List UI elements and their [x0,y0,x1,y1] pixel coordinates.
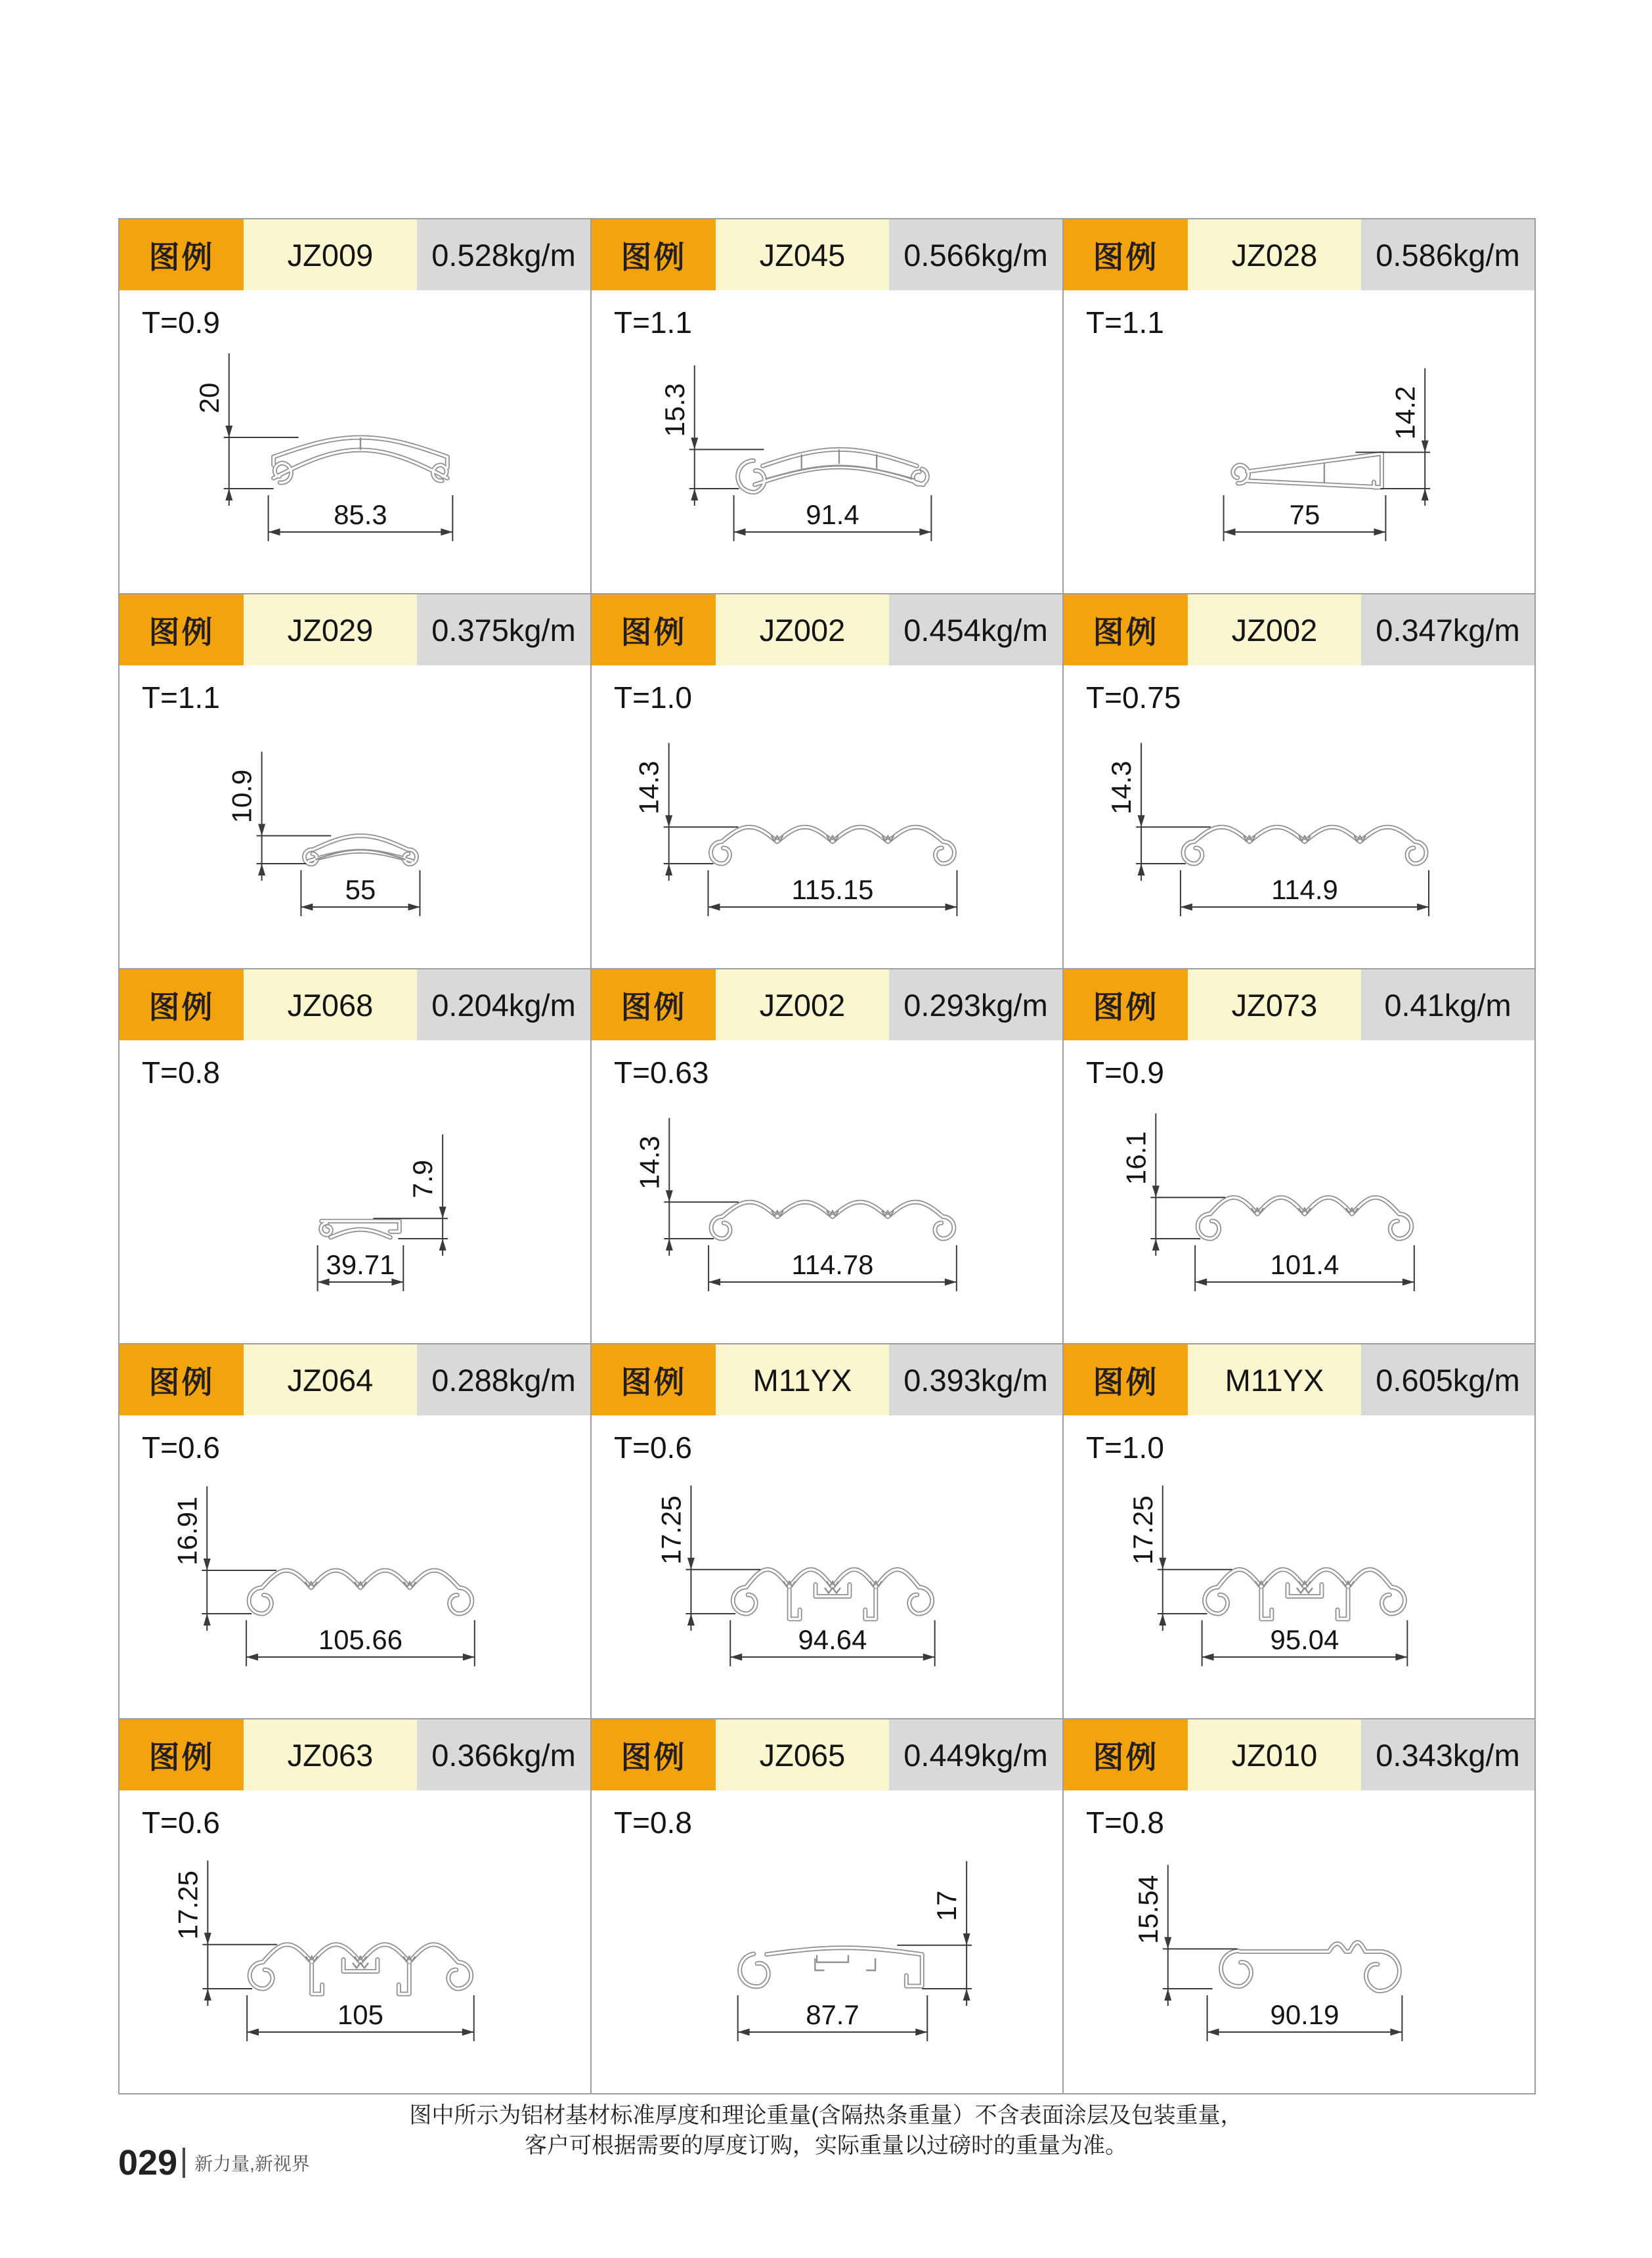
profile-cell [120,594,592,969]
thickness-label: T=0.63 [614,1055,709,1090]
legend-label: 图例 [120,969,244,1040]
profile-weight: 0.293kg/m [889,969,1062,1040]
svg-text:94.64: 94.64 [798,1624,867,1656]
profile-code: JZ002 [716,594,889,665]
profile-drawing [592,665,1062,969]
profile-code: JZ002 [716,969,889,1040]
svg-text:101.4: 101.4 [1270,1249,1339,1281]
profile-drawing [592,1415,1062,1719]
width-dimension [1224,495,1386,541]
width-dimension [708,870,957,916]
profile-cell-body [592,1790,1062,2094]
profile-cell-body [592,1040,1062,1344]
legend-label: 图例 [592,219,716,290]
profile-cell-header [1064,969,1534,1040]
page-footer [118,2142,310,2183]
thickness-label: T=0.6 [142,1430,220,1465]
legend-label: 图例 [592,1719,716,1790]
profile-cell-header [592,1719,1062,1790]
thickness-label: T=1.0 [1086,1430,1164,1465]
width-dimension [318,1245,404,1291]
profile-cell-body [120,290,590,594]
width-dimension [246,1620,475,1666]
profile-cell [592,969,1064,1344]
profile-cell-header [592,969,1062,1040]
footnote-line2: 客户可根据需要的厚度订购，实际重量以过磅时的重量为准。 [525,2133,1127,2158]
profile-outline [738,449,928,492]
width-dimension [738,1995,928,2041]
svg-text:10.9: 10.9 [226,769,257,824]
thickness-label: T=0.6 [142,1805,220,1840]
profile-weight: 0.566kg/m [889,219,1062,290]
profile-weight: 0.449kg/m [889,1719,1062,1790]
profile-drawing [1064,290,1534,594]
height-dimension [634,743,739,881]
width-dimension [1207,1995,1402,2041]
profile-outline [1233,454,1382,487]
thickness-label: T=1.1 [614,305,692,340]
profile-cell-body [120,665,590,969]
svg-text:17.25: 17.25 [172,1871,204,1940]
svg-text:114.78: 114.78 [791,1249,874,1281]
profile-cell-header [592,594,1062,665]
profile-cell-header [1064,1719,1534,1790]
height-dimension [1127,1486,1232,1631]
profile-code: JZ063 [244,1719,417,1790]
profile-cell [1064,594,1536,969]
profile-outline [711,1202,954,1239]
profile-cell [1064,969,1536,1344]
profile-drawing [120,1790,590,2094]
profile-code: JZ073 [1188,969,1361,1040]
profile-cell-header [120,969,590,1040]
profile-drawing [1064,1040,1534,1344]
svg-text:114.9: 114.9 [1271,874,1338,906]
svg-text:16.91: 16.91 [171,1496,203,1566]
height-dimension [171,1486,276,1631]
profile-cell [1064,1719,1536,2094]
height-dimension [656,1486,761,1631]
profile-code: M11YX [1188,1344,1361,1415]
height-dimension [1133,1865,1238,2006]
profile-outline [1183,827,1426,864]
legend-label: 图例 [120,1344,244,1415]
profile-outline [274,437,448,483]
legend-label: 图例 [1064,594,1188,665]
profile-weight: 0.204kg/m [417,969,590,1040]
profile-cell [592,1719,1064,2094]
thickness-label: T=0.9 [142,305,220,340]
profile-cell-header [592,1344,1062,1415]
svg-text:55: 55 [345,874,376,906]
thickness-label: T=0.8 [614,1805,692,1840]
profile-cell-header [120,219,590,290]
svg-text:17.25: 17.25 [1127,1495,1158,1565]
width-dimension [708,1245,957,1291]
width-dimension [301,870,420,916]
profile-weight: 0.347kg/m [1361,594,1534,665]
profile-drawing [1064,665,1534,969]
profile-weight: 0.343kg/m [1361,1719,1534,1790]
profile-outline [710,827,954,864]
thickness-label: T=1.0 [614,680,692,715]
height-dimension [172,1861,277,2006]
profile-drawing [120,290,590,594]
profile-code: JZ068 [244,969,417,1040]
profile-outline [250,1945,471,1994]
page-tagline: 新力量,新视界 [194,2154,310,2174]
profile-table [118,218,1536,2094]
height-dimension [659,365,764,506]
svg-text:14.3: 14.3 [1106,761,1137,815]
svg-text:17.25: 17.25 [655,1495,687,1565]
svg-text:15.3: 15.3 [659,383,690,437]
legend-label: 图例 [120,594,244,665]
profile-outline [1221,1942,1400,1991]
profile-outline [733,1570,932,1619]
profile-weight: 0.375kg/m [417,594,590,665]
profile-outline [249,1570,472,1614]
svg-text:75: 75 [1289,498,1320,531]
profile-drawing [592,1790,1062,2094]
profile-cell-body [1064,1415,1534,1719]
profile-cell [592,594,1064,969]
profile-weight: 0.393kg/m [889,1344,1062,1415]
legend-label: 图例 [120,1719,244,1790]
profile-cell-body [592,1415,1062,1719]
svg-text:105: 105 [337,1999,383,2031]
width-dimension [269,495,453,541]
profile-drawing [592,1040,1062,1344]
svg-text:105.66: 105.66 [318,1624,403,1656]
profile-weight: 0.288kg/m [417,1344,590,1415]
profile-code: M11YX [716,1344,889,1415]
width-dimension [247,1995,474,2041]
profile-cell-header [120,594,590,665]
profile-outline [740,1948,923,1987]
profile-cell-header [592,219,1062,290]
svg-text:16.1: 16.1 [1120,1131,1152,1185]
profile-cell-header [1064,594,1534,665]
profile-code: JZ045 [716,219,889,290]
profile-code: JZ065 [716,1719,889,1790]
legend-label: 图例 [1064,219,1188,290]
profile-cell-header [1064,219,1534,290]
profile-code: JZ028 [1188,219,1361,290]
profile-drawing [1064,1415,1534,1719]
legend-label: 图例 [592,969,716,1040]
thickness-label: T=0.9 [1086,1055,1164,1090]
profile-cell-body [592,290,1062,594]
svg-text:17: 17 [931,1890,963,1922]
profile-cell [1064,1344,1536,1719]
profile-cell [120,1719,592,2094]
svg-text:91.4: 91.4 [806,498,859,531]
profile-drawing [120,665,590,969]
svg-text:14.3: 14.3 [633,761,664,815]
height-dimension [373,1134,448,1256]
width-dimension [1195,1245,1414,1291]
profile-cell-body [592,665,1062,969]
height-dimension [1106,743,1211,881]
footer-divider [183,2148,185,2178]
profile-outline [1198,1197,1412,1239]
profile-cell-header [120,1719,590,1790]
thickness-label: T=0.75 [1086,680,1181,715]
svg-text:90.19: 90.19 [1270,1999,1339,2031]
profile-weight: 0.454kg/m [889,594,1062,665]
profile-cell-header [1064,1344,1534,1415]
svg-text:20: 20 [193,382,225,414]
page-number: 029 [118,2143,178,2182]
profile-cell-body [1064,1790,1534,2094]
profile-weight: 0.41kg/m [1361,969,1534,1040]
width-dimension [1181,870,1429,916]
profile-outline [321,1221,400,1237]
width-dimension [734,495,932,541]
svg-text:15.54: 15.54 [1132,1874,1163,1944]
thickness-label: T=0.6 [614,1430,692,1465]
profile-cell [120,219,592,594]
footnote-line1: 图中所示为铝材基材标准厚度和理论重量(含隔热条重量）不含表面涂层及包装重量， [409,2103,1243,2128]
profile-weight: 0.586kg/m [1361,219,1534,290]
profile-drawing [120,1040,590,1344]
profile-cell-body [1064,290,1534,594]
profile-drawing [592,290,1062,594]
height-dimension [634,1118,739,1256]
legend-label: 图例 [1064,969,1188,1040]
profile-cell [120,969,592,1344]
legend-label: 图例 [1064,1344,1188,1415]
profile-cell-body [120,1790,590,2094]
profile-cell-body [1064,1040,1534,1344]
legend-label: 图例 [592,1344,716,1415]
profile-code: JZ029 [244,594,417,665]
svg-text:7.9: 7.9 [407,1159,439,1199]
thickness-label: T=1.1 [1086,305,1164,340]
svg-text:14.2: 14.2 [1389,386,1421,440]
svg-text:115.15: 115.15 [791,874,874,906]
svg-text:95.04: 95.04 [1270,1624,1339,1656]
profile-outline [1205,1570,1405,1619]
profile-weight: 0.528kg/m [417,219,590,290]
thickness-label: T=0.8 [1086,1805,1164,1840]
profile-code: JZ064 [244,1344,417,1415]
svg-text:14.3: 14.3 [634,1136,665,1190]
height-dimension [1120,1113,1225,1256]
width-dimension [730,1620,934,1666]
svg-text:87.7: 87.7 [806,1999,859,2031]
legend-label: 图例 [1064,1719,1188,1790]
profile-cell [592,219,1064,594]
profile-cell [592,1344,1064,1719]
width-dimension [1202,1620,1408,1666]
thickness-label: T=0.8 [142,1055,220,1090]
profile-outline [305,836,417,864]
legend-label: 图例 [120,219,244,290]
profile-drawing [120,1415,590,1719]
profile-cell-body [120,1040,590,1344]
profile-drawing [1064,1790,1534,2094]
profile-cell [1064,219,1536,594]
profile-weight: 0.605kg/m [1361,1344,1534,1415]
svg-text:85.3: 85.3 [334,498,387,531]
legend-label: 图例 [592,594,716,665]
profile-code: JZ009 [244,219,417,290]
profile-cell [120,1344,592,1719]
profile-cell-body [1064,665,1534,969]
thickness-label: T=1.1 [142,680,220,715]
profile-cell-header [120,1344,590,1415]
profile-code: JZ010 [1188,1719,1361,1790]
profile-code: JZ002 [1188,594,1361,665]
svg-text:39.71: 39.71 [326,1249,395,1281]
profile-weight: 0.366kg/m [417,1719,590,1790]
profile-cell-body [120,1415,590,1719]
